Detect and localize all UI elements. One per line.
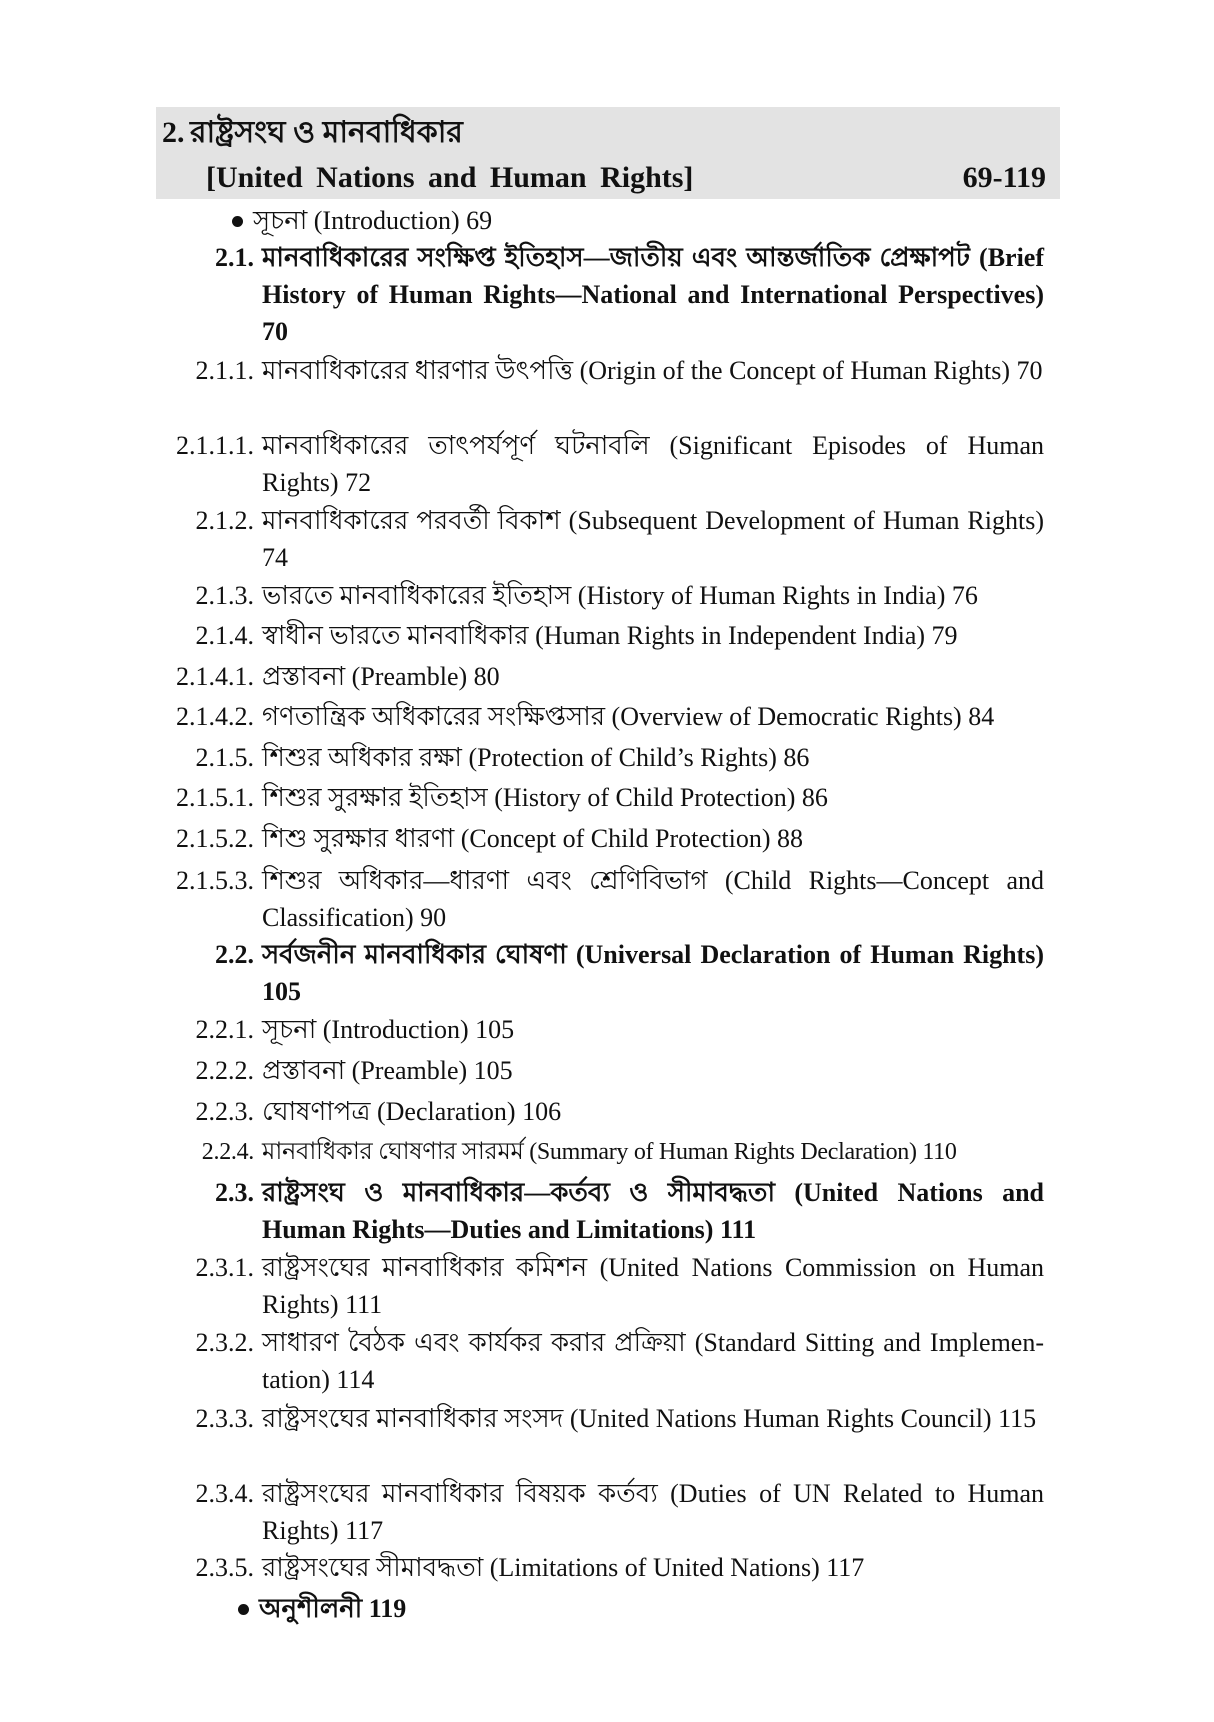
toc-entry bbox=[215, 936, 1044, 1010]
toc-entry-text: মানবাধিকারের তাৎপর্যপূর্ণ ঘটনাবলি (Significant Episodes of Human Rights) 72 bbox=[262, 431, 1044, 497]
toc-entry bbox=[176, 427, 1044, 501]
toc-entry-text: রাষ্ট্রসংঘের মানবাধিকার বিষয়ক কর্তব্য (Duties of UN Related to Human Rights) 117 bbox=[262, 1479, 1044, 1545]
toc-entry bbox=[195, 1052, 1044, 1089]
toc-entry-number: 2.3.2. bbox=[195, 1328, 254, 1357]
toc-entry-text: ঘোষণাপত্র (Declaration) 106 bbox=[262, 1097, 562, 1126]
toc-entry bbox=[176, 698, 1044, 735]
chapter-title-bengali: রাষ্ট্রসংঘ ও মানবাধিকার bbox=[190, 116, 463, 149]
toc-entry-text: রাষ্ট্রসংঘ ও মানবাধিকার—কর্তব্য ও সীমাবদ্ধতা (United Nations and Human Rights—Duties and Limitations) 111 bbox=[262, 1178, 1044, 1244]
toc-entry-text: শিশুর অধিকার—ধারণা এবং শ্রেণিবিভাগ (Child Rights—Concept and Classification) 90 bbox=[262, 866, 1044, 932]
toc-entry-text: রাষ্ট্রসংঘের মানবাধিকার সংসদ (United Nations Human Rights Council) 115 bbox=[262, 1404, 1037, 1433]
toc-entry-text: মানবাধিকারের সংক্ষিপ্ত ইতিহাস—জাতীয় এবং আন্তর্জাতিক প্রেক্ষাপট (Brief History of Human Rights—National and International Perspectives) 70 bbox=[262, 243, 1044, 346]
toc-entry-number: 2.2.2. bbox=[195, 1056, 254, 1085]
toc-entry-text: মানবাধিকার ঘোষণার সারমর্ম (Summary of Human Rights Declaration) 110 bbox=[262, 1139, 957, 1165]
toc-entry-number: 2.2. bbox=[215, 940, 254, 969]
toc-entry-number: 2.1.4. bbox=[195, 621, 254, 650]
toc-entry bbox=[176, 862, 1044, 936]
toc-entry-text: প্রস্তাবনা (Preamble) 80 bbox=[262, 662, 500, 691]
toc-entry-number: 2.1.1. bbox=[195, 356, 254, 385]
toc-entry-text: মানবাধিকারের পরবর্তী বিকাশ (Subsequent Development of Human Rights) 74 bbox=[262, 506, 1044, 572]
toc-entry-number: 2.3.3. bbox=[195, 1404, 254, 1433]
toc-entry-number: 2.3. bbox=[215, 1178, 254, 1207]
toc-entry-text: রাষ্ট্রসংঘের মানবাধিকার কমিশন (United Nations Commission on Human Rights) 111 bbox=[262, 1253, 1044, 1319]
toc-entry bbox=[215, 239, 1044, 350]
toc-entry-number: 2.2.4. bbox=[201, 1139, 254, 1165]
toc-entry-number: 2.1.5.2. bbox=[176, 824, 254, 853]
toc-entry bbox=[195, 1011, 1044, 1048]
toc-bullet-exercise bbox=[238, 1590, 406, 1627]
toc-entry-number: 2.1.3. bbox=[195, 581, 254, 610]
toc-entry bbox=[176, 658, 1044, 695]
toc-entry-text: শিশুর অধিকার রক্ষা (Protection of Child’s Rights) 86 bbox=[262, 743, 810, 772]
toc-bullet-text: অনুশীলনী 119 bbox=[259, 1594, 407, 1623]
bullet-icon bbox=[232, 216, 243, 227]
chapter-title-english: [United Nations and Human Rights] bbox=[206, 161, 694, 194]
toc-entry bbox=[195, 502, 1044, 576]
toc-entry bbox=[195, 1400, 1044, 1437]
toc-entry-text: সর্বজনীন মানবাধিকার ঘোষণা (Universal Declaration of Human Rights) 105 bbox=[262, 940, 1044, 1006]
toc-entry-number: 2.1.4.1. bbox=[176, 662, 254, 691]
toc-entry-number: 2.2.3. bbox=[195, 1097, 254, 1126]
toc-entry-text: রাষ্ট্রসংঘের সীমাবদ্ধতা (Limitations of United Nations) 117 bbox=[262, 1553, 865, 1582]
toc-entry bbox=[176, 779, 1044, 816]
toc-entry-text: সূচনা (Introduction) 105 bbox=[262, 1015, 515, 1044]
toc-entry bbox=[195, 1324, 1044, 1398]
toc-entry-text: শিশু সুরক্ষার ধারণা (Concept of Child Protection) 88 bbox=[262, 824, 804, 853]
toc-entry-text: ভারতে মানবাধিকারের ইতিহাস (History of Human Rights in India) 76 bbox=[262, 581, 978, 610]
toc-entry bbox=[215, 1174, 1044, 1248]
toc-entry-number: 2.3.4. bbox=[195, 1479, 254, 1508]
toc-entry-number: 2.1.4.2. bbox=[176, 702, 254, 731]
toc-entry bbox=[195, 352, 1044, 389]
toc-entry bbox=[176, 820, 1044, 857]
bullet-icon bbox=[238, 1604, 249, 1615]
toc-entry-number: 2.1.2. bbox=[195, 506, 254, 535]
toc-entry-number: 2.1.1.1. bbox=[176, 431, 254, 460]
toc-entry-text: সাধারণ বৈঠক এবং কার্যকর করার প্রক্রিয়া (Standard Sitting and Implemen-tation) 114 bbox=[262, 1328, 1044, 1394]
toc-entry bbox=[195, 1475, 1044, 1549]
toc-entry-text: প্রস্তাবনা (Preamble) 105 bbox=[262, 1056, 513, 1085]
toc-entry-number: 2.1.5.1. bbox=[176, 783, 254, 812]
toc-entry bbox=[195, 617, 1044, 654]
toc-entry-text: মানবাধিকারের ধারণার উৎপত্তি (Origin of the Concept of Human Rights) 70 bbox=[262, 356, 1043, 385]
toc-entry-text: শিশুর সুরক্ষার ইতিহাস (History of Child Protection) 86 bbox=[262, 783, 828, 812]
toc-entry-number: 2.1. bbox=[215, 243, 254, 272]
toc-entry-number: 2.2.1. bbox=[195, 1015, 254, 1044]
toc-entry-number: 2.1.5. bbox=[195, 743, 254, 772]
toc-entry-number: 2.3.5. bbox=[195, 1553, 254, 1582]
toc-entry-number: 2.3.1. bbox=[195, 1253, 254, 1282]
chapter-number: 2. bbox=[162, 116, 185, 149]
toc-entry-text: স্বাধীন ভারতে মানবাধিকার (Human Rights in Independent India) 79 bbox=[262, 621, 958, 650]
toc-bullet-text: সূচনা (Introduction) 69 bbox=[253, 206, 493, 235]
toc-bullet-intro bbox=[232, 202, 492, 239]
toc-entry bbox=[195, 1093, 1044, 1130]
toc-entry bbox=[201, 1134, 1044, 1171]
toc-entry bbox=[195, 1249, 1044, 1323]
toc-entry-number: 2.1.5.3. bbox=[176, 866, 254, 895]
toc-entry-text: গণতান্ত্রিক অধিকারের সংক্ষিপ্তসার (Overview of Democratic Rights) 84 bbox=[262, 702, 995, 731]
toc-entry bbox=[195, 577, 1044, 614]
toc-entry bbox=[195, 1549, 1044, 1586]
toc-entry bbox=[195, 739, 1044, 776]
chapter-page-range: 69-119 bbox=[962, 161, 1046, 194]
